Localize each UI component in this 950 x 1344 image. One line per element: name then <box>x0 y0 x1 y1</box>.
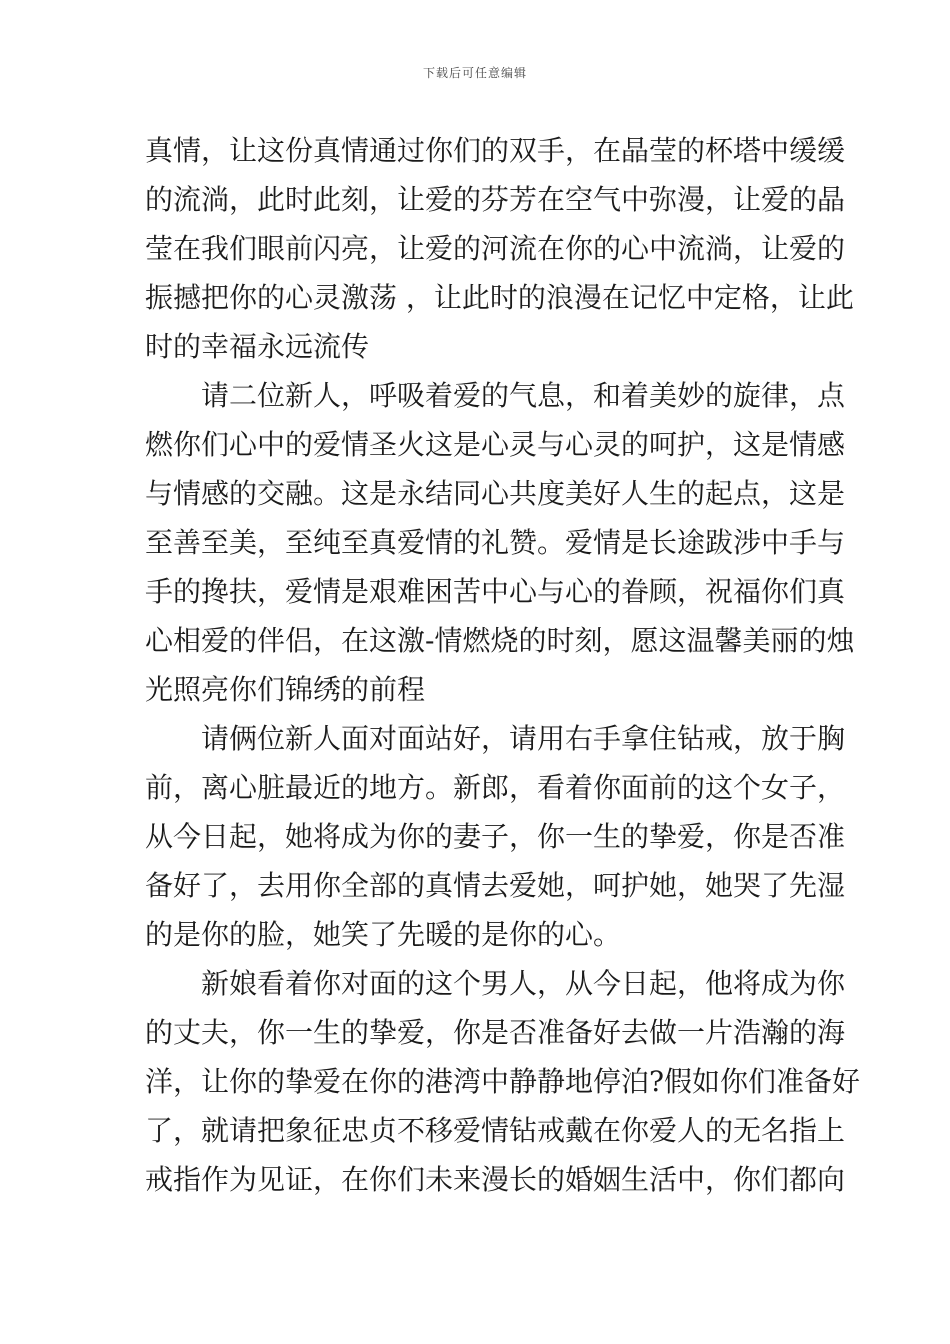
text-line: 真情，让这份真情通过你们的双手，在晶莹的杯塔中缓缓 <box>145 134 846 167</box>
text-line: 备好了，去用你全部的真情去爱她，呵护她，她哭了先湿 <box>145 869 846 902</box>
text-line: 了，就请把象征忠贞不移爱情钻戒戴在你爱人的无名指上 <box>145 1114 846 1147</box>
paragraph-1 <box>145 126 854 371</box>
text-line: 光照亮你们锦绣的前程 <box>145 673 426 706</box>
text-line: 至善至美，至纯至真爱情的礼赞。爱情是长途跋涉中手与 <box>145 526 846 559</box>
text-line: 莹在我们眼前闪亮，让爱的河流在你的心中流淌，让爱的 <box>145 232 846 265</box>
paragraph-3 <box>145 714 846 959</box>
text-line: 的是你的脸，她笑了先暖的是你的心。 <box>145 918 622 951</box>
text-line: 从今日起，她将成为你的妻子，你一生的挚爱，你是否准 <box>145 820 846 853</box>
header-note: 下载后可任意编辑 <box>422 66 527 80</box>
text-line: 时的幸福永远流传 <box>145 330 370 363</box>
text-line: 振撼把你的心灵激荡 ，让此时的浪漫在记忆中定格，让此 <box>145 281 854 314</box>
paragraph-2 <box>145 371 855 714</box>
paragraph-4 <box>145 959 861 1204</box>
text-line: 燃你们心中的爱情圣火这是心灵与心灵的呵护，这是情感 <box>145 428 846 461</box>
text-line: 手的搀扶，爱情是艰难困苦中心与心的眷顾，祝福你们真 <box>145 575 846 608</box>
text-line: 戒指作为见证，在你们未来漫长的婚姻生活中，你们都向 <box>145 1163 846 1196</box>
text-line: 的丈夫，你一生的挚爱，你是否准备好去做一片浩瀚的海 <box>145 1016 846 1049</box>
text-line: 的流淌，此时此刻，让爱的芬芳在空气中弥漫，让爱的晶 <box>145 183 846 216</box>
text-line: 新娘看着你对面的这个男人，从今日起，他将成为你 <box>201 967 846 1000</box>
text-line: 洋，让你的挚爱在你的港湾中静静地停泊?假如你们准备好 <box>145 1065 861 1098</box>
text-line: 心相爱的伴侣，在这激-情燃烧的时刻，愿这温馨美丽的烛 <box>145 624 855 657</box>
text-line: 与情感的交融。这是永结同心共度美好人生的起点，这是 <box>145 477 846 510</box>
text-line: 请二位新人，呼吸着爱的气息，和着美妙的旋律，点 <box>201 379 846 412</box>
text-line: 请俩位新人面对面站好，请用右手拿住钻戒，放于胸 <box>201 722 846 755</box>
text-line: 前，离心脏最近的地方。新郎，看着你面前的这个女子， <box>145 771 846 804</box>
document-body <box>145 126 861 1204</box>
